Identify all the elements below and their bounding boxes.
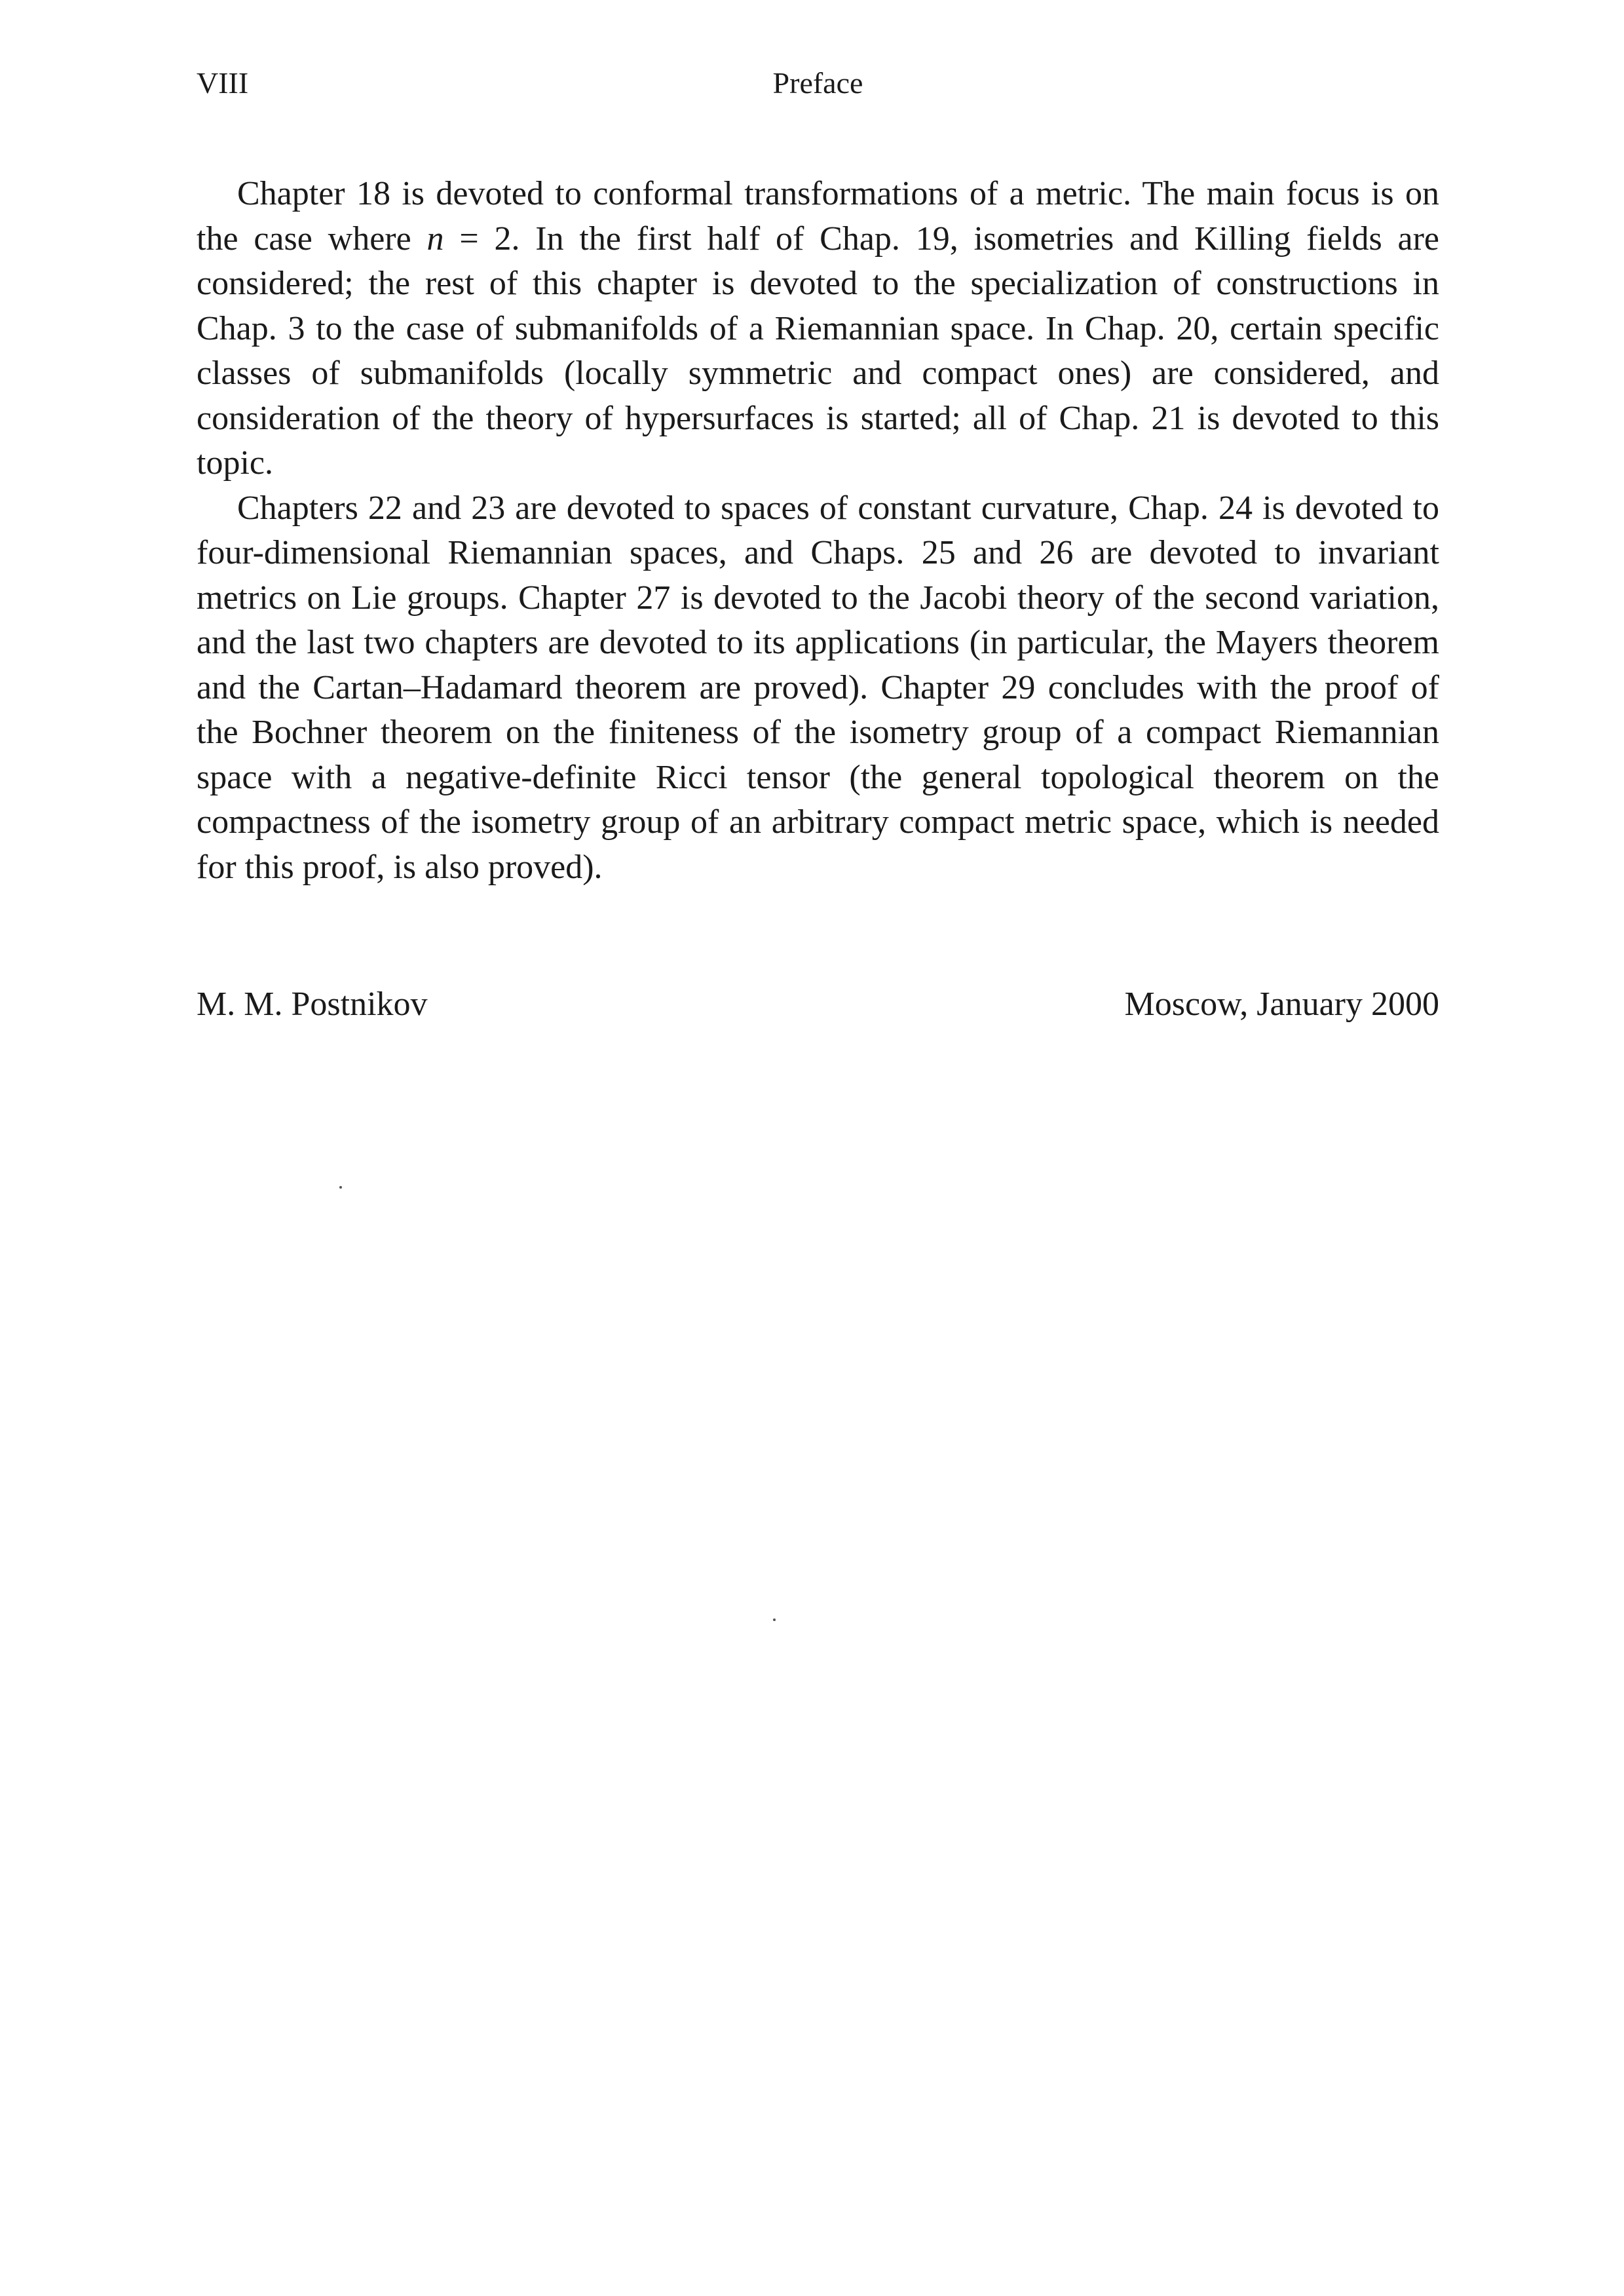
math-variable: n <box>426 220 444 258</box>
paragraph-1-text-start: Chapter 18 is devoted to conformal transformations of a metric. The main focus is on the case where <box>197 175 1439 258</box>
scan-speck <box>339 1186 342 1189</box>
scan-speck <box>773 1618 776 1621</box>
paragraph-2: Chapters 22 and 23 are devoted to spaces of constant curvature, Chap. 24 is devoted to four-dimensional Riemannian spaces, and Chaps. 25 and 26 are devoted to invariant metrics on Lie groups. Chapter 27 is devoted to the Jacobi theory of the second variation, and the last two chapters are devoted to its applications (in particular, the Mayers theorem and the Cartan–Hadamard theorem are proved). Chapter 29 concludes with the proof of the Bochner theorem on the finiteness of the isometry group of a compact Riemannian space with a negative-definite Ricci tensor (the general topological theorem on the compactness of the isometry group of an arbitrary compact metric space, which is needed for this proof, is also proved). <box>197 489 1439 886</box>
author-name: M. M. Postnikov <box>197 985 428 1023</box>
paragraph-1-text-end: . In the first half of Chap. 19, isometries and Killing fields are considered; the rest of this chapter is devoted to the specialization of constructions in Chap. 3 to the case of submanifolds of a Riemannian space. In Chap. 20, certain specific classes of submanifolds (locally symmetric and compact ones) are considered, and consideration of the theory of hypersurfaces is started; all of Chap. 21 is devoted to this topic. <box>197 220 1439 482</box>
math-equation-rest: = 2 <box>444 220 512 258</box>
page-number: VIII <box>197 66 249 100</box>
running-head <box>197 60 1439 106</box>
signature-line <box>197 981 1439 1028</box>
preface-body <box>197 172 1439 890</box>
paragraph-1 <box>197 172 1439 486</box>
running-title: Preface <box>772 66 863 100</box>
place-and-date: Moscow, January 2000 <box>1124 985 1439 1023</box>
